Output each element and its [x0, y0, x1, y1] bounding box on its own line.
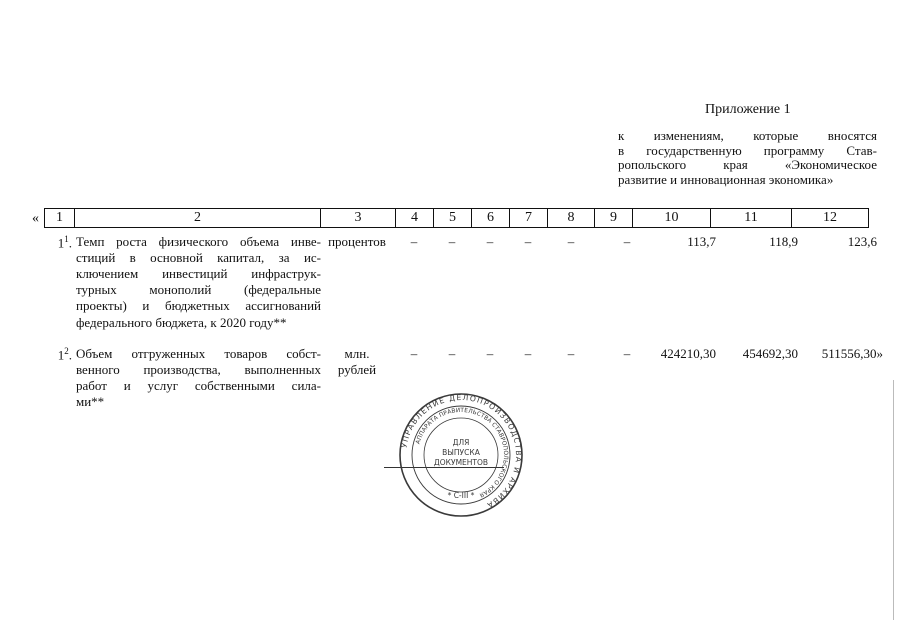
column-number-cell: 9 — [595, 209, 633, 228]
value-col-10: 113,7 — [687, 234, 716, 249]
official-stamp — [398, 392, 524, 518]
row-description-line: турных монополий (федеральные — [76, 282, 321, 298]
row-description — [76, 234, 321, 331]
empty-value-dash: – — [623, 346, 631, 361]
empty-value-dash: – — [524, 234, 532, 249]
column-number-cell: 5 — [434, 209, 472, 228]
column-number-cell: 1 — [45, 209, 75, 228]
appendix-subtitle-line: в государственную программу Став- — [618, 142, 877, 158]
row-unit — [322, 234, 392, 250]
row-unit-line: процентов — [328, 234, 386, 249]
row-number: $1^2$. — [57, 346, 72, 363]
column-number-cell: 8 — [548, 209, 595, 228]
stamp-center-line: ДОКУМЕНТОВ — [433, 458, 489, 467]
row-description — [76, 346, 321, 410]
row-description-line: Темп роста физического объема инве- — [76, 234, 321, 249]
row-description-line: работ и услуг собственными сила- — [76, 378, 321, 394]
empty-value-dash: – — [623, 234, 631, 249]
empty-value-dash: – — [524, 346, 532, 361]
row-number: $1^1$. — [57, 234, 72, 251]
row-unit-line: млн. — [344, 346, 370, 361]
column-number-row — [45, 209, 869, 228]
page-edge-shadow — [893, 380, 894, 620]
column-number-header — [44, 208, 869, 228]
value-col-11: 454692,30 — [742, 346, 798, 361]
row-description-line: ми** — [76, 394, 105, 410]
appendix-subtitle-line: развитие и инновационная экономика» — [618, 171, 834, 187]
value-col-11: 118,9 — [769, 234, 798, 249]
stamp-outer-text: УПРАВЛЕНИЕ ДЕЛОПРОИЗВОДСТВА И АРХИВА — [399, 392, 524, 511]
empty-value-dash: – — [486, 346, 494, 361]
open-quote: « — [32, 211, 39, 226]
stamp-center-line: ДЛЯ — [452, 438, 470, 447]
empty-value-dash: – — [410, 346, 418, 361]
value-col-12: 511556,30» — [821, 346, 883, 361]
column-number-cell: 2 — [75, 209, 321, 228]
value-col-12: 123,6 — [847, 234, 877, 249]
empty-value-dash: – — [410, 234, 418, 249]
column-number-cell: 10 — [633, 209, 711, 228]
row-description-line: Объем отгруженных товаров собст- — [76, 346, 321, 361]
stamp-center-line: ВЫПУСКА — [442, 448, 480, 457]
row-description-line: венного производства, выполненных — [76, 362, 321, 378]
empty-value-dash: – — [567, 346, 575, 361]
column-number-cell: 4 — [396, 209, 434, 228]
column-number-cell: 6 — [472, 209, 510, 228]
value-col-10: 424210,30 — [660, 346, 716, 361]
column-number-cell: 11 — [711, 209, 792, 228]
empty-value-dash: – — [448, 234, 456, 249]
appendix-subtitle-line: к изменениям, которые вносятся — [618, 128, 877, 143]
appendix-title: Приложение 1 — [705, 102, 791, 117]
appendix-subtitle — [618, 129, 877, 187]
column-number-cell: 7 — [510, 209, 548, 228]
row-description-line: стиций в основной капитал, за ис- — [76, 250, 321, 266]
row-unit-line: рублей — [337, 362, 377, 378]
row-unit — [322, 346, 392, 378]
column-number-cell: 3 — [321, 209, 396, 228]
stamp-code: * С-III * — [447, 491, 475, 500]
row-description-line: проекты) и бюджетных ассигнований — [76, 298, 321, 314]
empty-value-dash: – — [567, 234, 575, 249]
empty-value-dash: – — [448, 346, 456, 361]
stamp-inner-text: АППАРАТА ПРАВИТЕЛЬСТВА СТАВРОПОЛЬСКОГО КРАЯ — [415, 407, 509, 498]
column-number-cell: 12 — [792, 209, 869, 228]
appendix-subtitle-line: ропольского края «Экономическое — [618, 157, 877, 173]
empty-value-dash: – — [486, 234, 494, 249]
row-description-line: федерального бюджета, к 2020 году** — [76, 314, 287, 330]
row-description-line: ключением инвестиций инфраструк- — [76, 266, 321, 282]
